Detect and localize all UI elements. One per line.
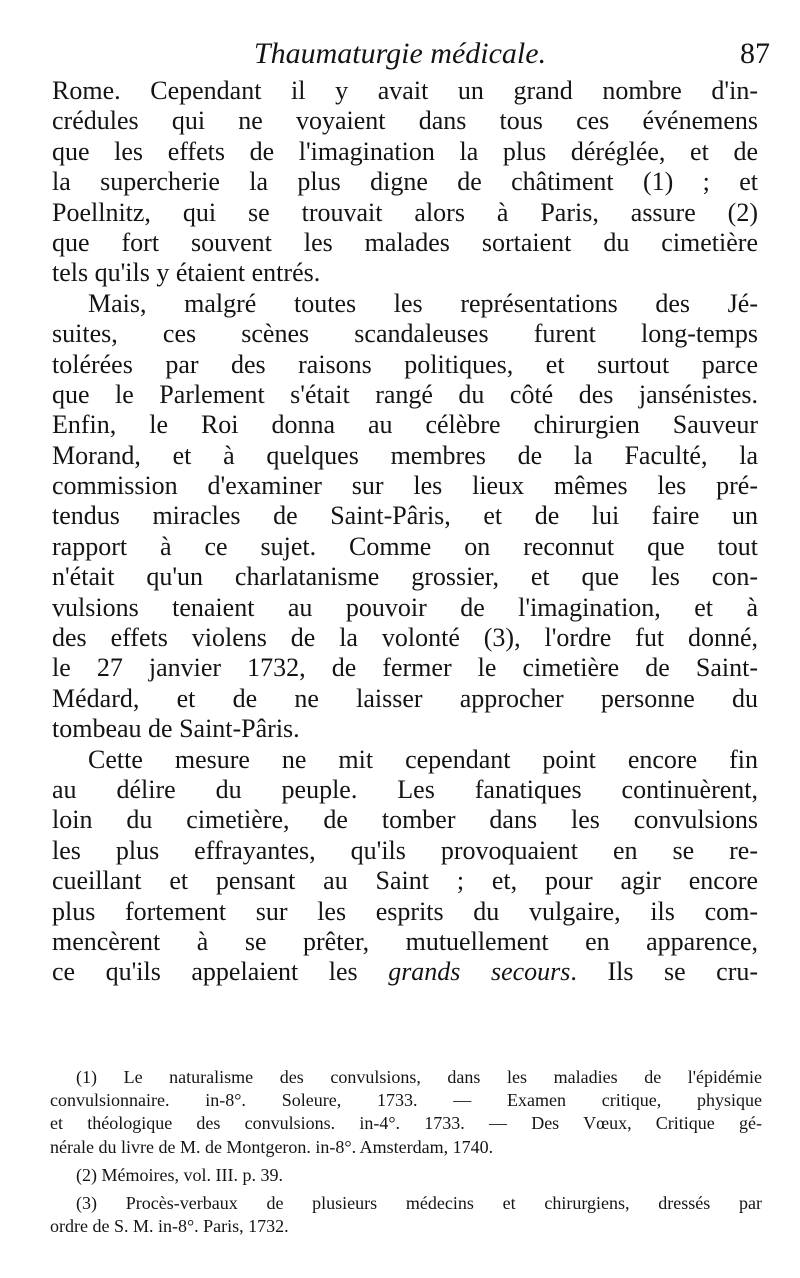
- text-line: [52, 957, 758, 987]
- text-line: n'était qu'un charlatanisme grossier, et que les con-: [52, 562, 758, 592]
- footnotes: [50, 1066, 762, 1238]
- text-line: commission d'examiner sur les lieux mêmes les pré-: [52, 471, 758, 501]
- text-line: suites, ces scènes scandaleuses furent long-temps: [52, 319, 758, 349]
- text-line: Cette mesure ne mit cependant point encore fin: [88, 744, 758, 774]
- text-line: cueillant et pensant au Saint ; et, pour agir encore: [52, 866, 758, 896]
- footnote-line: (2) Mémoires, vol. III. p. 39.: [76, 1164, 283, 1185]
- footnote-line: ordre de S. M. in-8°. Paris, 1732.: [50, 1216, 289, 1237]
- text-line: Morand, et à quelques membres de la Faculté, la: [52, 440, 758, 470]
- text-line: que les effets de l'imagination la plus déréglée, et de: [52, 136, 758, 166]
- paragraph: [52, 289, 758, 745]
- footnote-line: et théologique des convulsions. in-4°. 1733. — Des Vœux, Critique gé-: [50, 1113, 762, 1134]
- footnote: [50, 1192, 762, 1238]
- text-run: . Ils se cru-: [570, 957, 759, 987]
- text-line: mencèrent à se prêter, mutuellement en apparence,: [52, 926, 758, 956]
- text-run: ce qu'ils appelaient les: [52, 957, 389, 987]
- text-line: tels qu'ils y étaient entrés.: [52, 258, 321, 288]
- text-line: le 27 janvier 1732, de fermer le cimetière de Saint-: [52, 653, 758, 683]
- text-line: au délire du peuple. Les fanatiques continuèrent,: [52, 774, 758, 804]
- text-line: rapport à ce sujet. Comme on reconnut que tout: [52, 531, 758, 561]
- footnote-line: (1) Le naturalisme des convulsions, dans les maladies de l'épidémie: [76, 1067, 762, 1087]
- footnote: [50, 1066, 762, 1159]
- text-line: loin du cimetière, de tomber dans les convulsions: [52, 805, 758, 835]
- text-line: tombeau de Saint-Pâris.: [52, 714, 300, 744]
- text-line: Rome. Cependant il y avait un grand nombre d'in-: [52, 76, 758, 105]
- text-line: Enfin, le Roi donna au célèbre chirurgien Sauveur: [52, 410, 758, 440]
- text-line: vulsions tenaient au pouvoir de l'imagination, et à: [52, 592, 758, 622]
- footnote-line: (3) Procès-verbaux de plusieurs médecins et chirurgiens, dressés par: [76, 1192, 762, 1213]
- footnote-line: convulsionnaire. in-8°. Soleure, 1733. — Examen critique, physique: [50, 1090, 762, 1111]
- text-line: que le Parlement s'était rangé du côté des jansénistes.: [52, 379, 758, 409]
- text-line: plus fortement sur les esprits du vulgaire, ils com-: [52, 896, 758, 926]
- footnote: [50, 1164, 762, 1187]
- running-title: Thaumaturgie médicale.: [253, 37, 547, 70]
- body-text: [52, 76, 758, 988]
- paragraph: [52, 745, 758, 988]
- footnote-line: nérale du livre de M. de Montgeron. in-8°. Amsterdam, 1740.: [50, 1136, 494, 1157]
- text-line: Médard, et de ne laisser approcher personne du: [52, 683, 758, 713]
- text-line: les plus effrayantes, qu'ils provoquaient en se re-: [52, 835, 758, 865]
- text-line: des effets violens de la volonté (3), l'ordre fut donné,: [52, 623, 758, 653]
- text-line: la supercherie la plus digne de châtiment (1) ; et: [52, 167, 758, 197]
- italic-phrase: grands secours: [388, 957, 571, 987]
- text-line: Poellnitz, qui se trouvait alors à Paris, assure (2): [52, 197, 758, 227]
- text-line: tendus miracles de Saint-Pâris, et de lui faire un: [52, 501, 758, 531]
- text-line: Mais, malgré toutes les représentations des Jé-: [88, 288, 758, 318]
- text-line: que fort souvent les malades sortaient du cimetière: [52, 227, 758, 257]
- text-line: crédules qui ne voyaient dans tous ces événemens: [52, 106, 758, 136]
- paragraph: [52, 76, 758, 289]
- running-head: [0, 34, 800, 74]
- text-line: tolérées par des raisons politiques, et surtout parce: [52, 349, 758, 379]
- page-number: 87: [740, 37, 770, 70]
